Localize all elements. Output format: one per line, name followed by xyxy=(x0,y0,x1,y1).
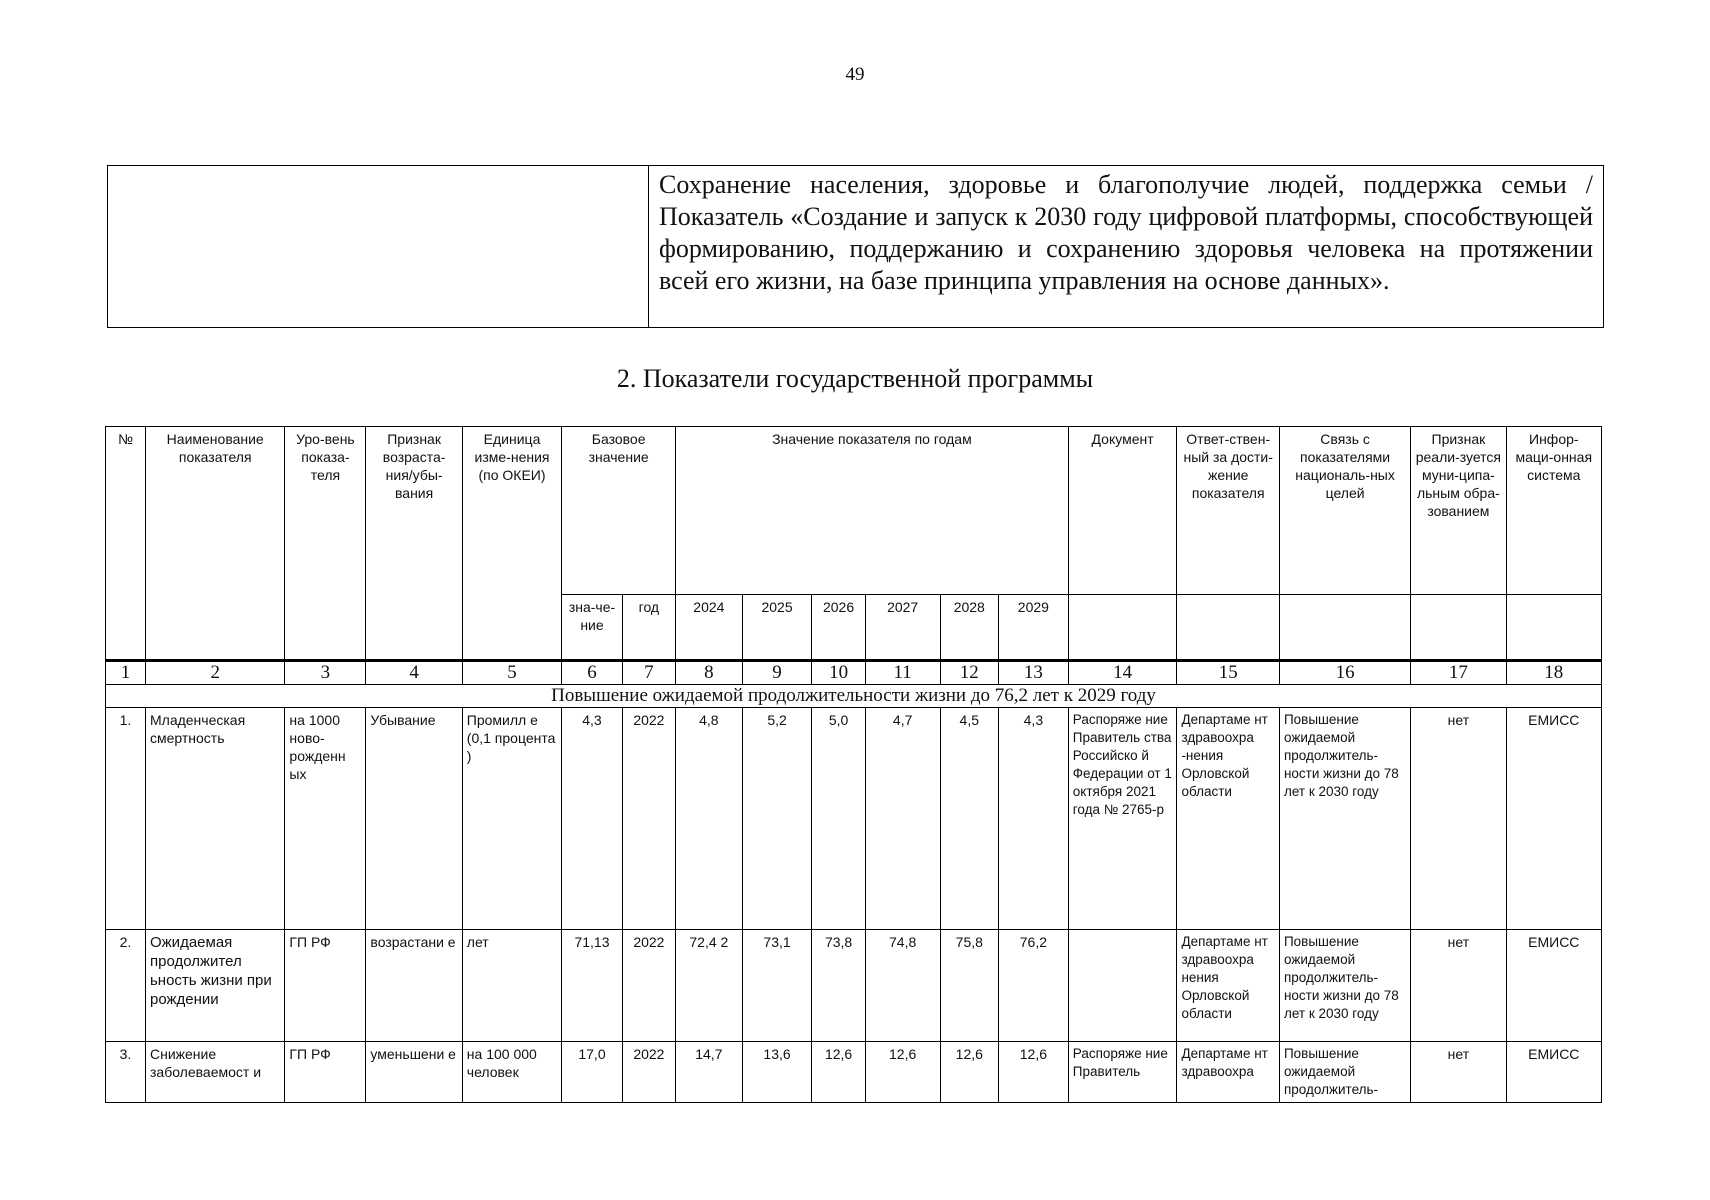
row-link: Повышение ожидаемой продолжитель-ности жизни до 78 лет к 2030 году xyxy=(1279,930,1410,1042)
column-number: 12 xyxy=(940,661,998,685)
header-year-2029: 2029 xyxy=(999,595,1069,661)
row-name: Ожидаемая продолжител ьность жизни при рождении xyxy=(145,930,284,1042)
row-value-2027: 4,7 xyxy=(865,708,940,930)
row-value-2029: 4,3 xyxy=(999,708,1069,930)
row-responsible: Департаме нт здравоохра xyxy=(1177,1042,1280,1103)
header-year-2024: 2024 xyxy=(676,595,743,661)
column-number: 14 xyxy=(1068,661,1177,685)
row-trend: уменьшени е xyxy=(366,1042,462,1103)
row-base-value: 71,13 xyxy=(562,930,622,1042)
row-value-2024: 4,8 xyxy=(676,708,743,930)
row-unit: на 100 000 человек xyxy=(462,1042,561,1103)
header-info-system-empty xyxy=(1506,595,1601,661)
row-value-2025: 73,1 xyxy=(742,930,812,1042)
row-base-year: 2022 xyxy=(622,930,675,1042)
page-number: 49 xyxy=(845,64,865,85)
column-number: 5 xyxy=(462,661,561,685)
header-responsible-empty xyxy=(1177,595,1280,661)
section-title: 2. Показатели государственной программы xyxy=(616,364,1094,393)
column-number: 18 xyxy=(1506,661,1601,685)
row-document xyxy=(1068,930,1177,1042)
row-info-system: ЕМИСС xyxy=(1506,708,1601,930)
row-value-2024: 14,7 xyxy=(676,1042,743,1103)
row-municipal: нет xyxy=(1411,930,1506,1042)
header-info-system: Инфор-маци-онная система xyxy=(1506,427,1601,595)
row-value-2028: 75,8 xyxy=(940,930,998,1042)
header-level: Уро-вень показа-теля xyxy=(285,427,366,661)
row-trend: возрастани е xyxy=(366,930,462,1042)
row-base-year: 2022 xyxy=(622,708,675,930)
header-trend: Признак возраста-ния/убы-вания xyxy=(366,427,462,661)
table-row xyxy=(106,930,1602,1042)
header-municipal-empty xyxy=(1411,595,1506,661)
column-number: 3 xyxy=(285,661,366,685)
row-municipal: нет xyxy=(1411,708,1506,930)
row-no: 3. xyxy=(106,1042,146,1103)
header-base-year: год xyxy=(622,595,675,661)
row-value-2027: 12,6 xyxy=(865,1042,940,1103)
header-year-2028: 2028 xyxy=(940,595,998,661)
header-no: № xyxy=(106,427,146,661)
column-number: 15 xyxy=(1177,661,1280,685)
row-document: Распоряже ние Правитель ства Российско й Федерации от 1 октября 2021 года № 2765-р xyxy=(1068,708,1177,930)
header-link: Связь с показателями националь-ных целей xyxy=(1279,427,1410,595)
row-value-2027: 74,8 xyxy=(865,930,940,1042)
row-level: ГП РФ xyxy=(285,930,366,1042)
row-info-system: ЕМИСС xyxy=(1506,930,1601,1042)
header-base-value: зна-че-ние xyxy=(562,595,622,661)
row-level: ГП РФ xyxy=(285,1042,366,1103)
row-value-2029: 76,2 xyxy=(999,930,1069,1042)
row-responsible: Департаме нт здравоохра -нения Орловской области xyxy=(1177,708,1280,930)
context-box-text: Сохранение населения, здоровье и благополучие людей, поддержка семьи / Показатель «Создание и запуск к 2030 году цифровой платформы, способствующей формированию, поддержанию и сохранению здоровья человека на протяжении всей его жизни, на базе принципа управления на основе данных». xyxy=(659,170,1593,295)
column-number: 10 xyxy=(812,661,865,685)
row-value-2028: 4,5 xyxy=(940,708,998,930)
row-value-2029: 12,6 xyxy=(999,1042,1069,1103)
column-number: 1 xyxy=(106,661,146,685)
row-no: 1. xyxy=(106,708,146,930)
header-municipal: Признак реали-зуется муни-ципа-льным обра-зованием xyxy=(1411,427,1506,595)
row-unit: лет xyxy=(462,930,561,1042)
row-trend: Убывание xyxy=(366,708,462,930)
header-years-group: Значение показателя по годам xyxy=(676,427,1069,595)
row-level: на 1000 ново-рожденн ых xyxy=(285,708,366,930)
column-number: 16 xyxy=(1279,661,1410,685)
row-info-system: ЕМИСС xyxy=(1506,1042,1601,1103)
row-municipal: нет xyxy=(1411,1042,1506,1103)
header-base: Базовое значение xyxy=(562,427,676,595)
header-document: Документ xyxy=(1068,427,1177,595)
row-unit: Промилл е (0,1 процента ) xyxy=(462,708,561,930)
row-value-2026: 73,8 xyxy=(812,930,865,1042)
row-responsible: Департаме нт здравоохра нения Орловской области xyxy=(1177,930,1280,1042)
table-row xyxy=(106,708,1602,930)
row-name: Снижение заболеваемост и xyxy=(145,1042,284,1103)
row-value-2025: 13,6 xyxy=(742,1042,812,1103)
header-row xyxy=(106,427,1602,595)
row-name: Младенческая смертность xyxy=(145,708,284,930)
column-number: 6 xyxy=(562,661,622,685)
column-number: 4 xyxy=(366,661,462,685)
row-link: Повышение ожидаемой продолжитель- xyxy=(1279,1042,1410,1103)
column-number: 11 xyxy=(865,661,940,685)
row-base-value: 4,3 xyxy=(562,708,622,930)
row-value-2024: 72,4 2 xyxy=(676,930,743,1042)
header-responsible: Ответ-ствен-ный за дости-жение показателя xyxy=(1177,427,1280,595)
row-base-value: 17,0 xyxy=(562,1042,622,1103)
header-document-empty xyxy=(1068,595,1177,661)
header-unit: Единица изме-нения (по ОКЕИ) xyxy=(462,427,561,661)
row-document: Распоряже ние Правитель xyxy=(1068,1042,1177,1103)
column-number: 17 xyxy=(1411,661,1506,685)
row-link: Повышение ожидаемой продолжитель-ности жизни до 78 лет к 2030 году xyxy=(1279,708,1410,930)
row-value-2025: 5,2 xyxy=(742,708,812,930)
context-box xyxy=(107,165,1604,328)
goal-title: Повышение ожидаемой продолжительности жизни до 76,2 лет к 2029 году xyxy=(106,685,1602,708)
table-row xyxy=(106,1042,1602,1103)
row-value-2026: 12,6 xyxy=(812,1042,865,1103)
row-value-2028: 12,6 xyxy=(940,1042,998,1103)
indicators-table xyxy=(105,426,1602,1103)
column-number: 8 xyxy=(676,661,743,685)
header-name: Наименование показателя xyxy=(145,427,284,661)
header-year-2025: 2025 xyxy=(742,595,812,661)
row-value-2026: 5,0 xyxy=(812,708,865,930)
context-box-empty-cell xyxy=(108,166,649,327)
column-number: 7 xyxy=(622,661,675,685)
column-numbers-row xyxy=(106,661,1602,685)
header-link-empty xyxy=(1279,595,1410,661)
row-base-year: 2022 xyxy=(622,1042,675,1103)
column-number: 9 xyxy=(742,661,812,685)
row-no: 2. xyxy=(106,930,146,1042)
goal-row xyxy=(106,685,1602,708)
column-number: 2 xyxy=(145,661,284,685)
column-number: 13 xyxy=(999,661,1069,685)
header-year-2027: 2027 xyxy=(865,595,940,661)
header-year-2026: 2026 xyxy=(812,595,865,661)
